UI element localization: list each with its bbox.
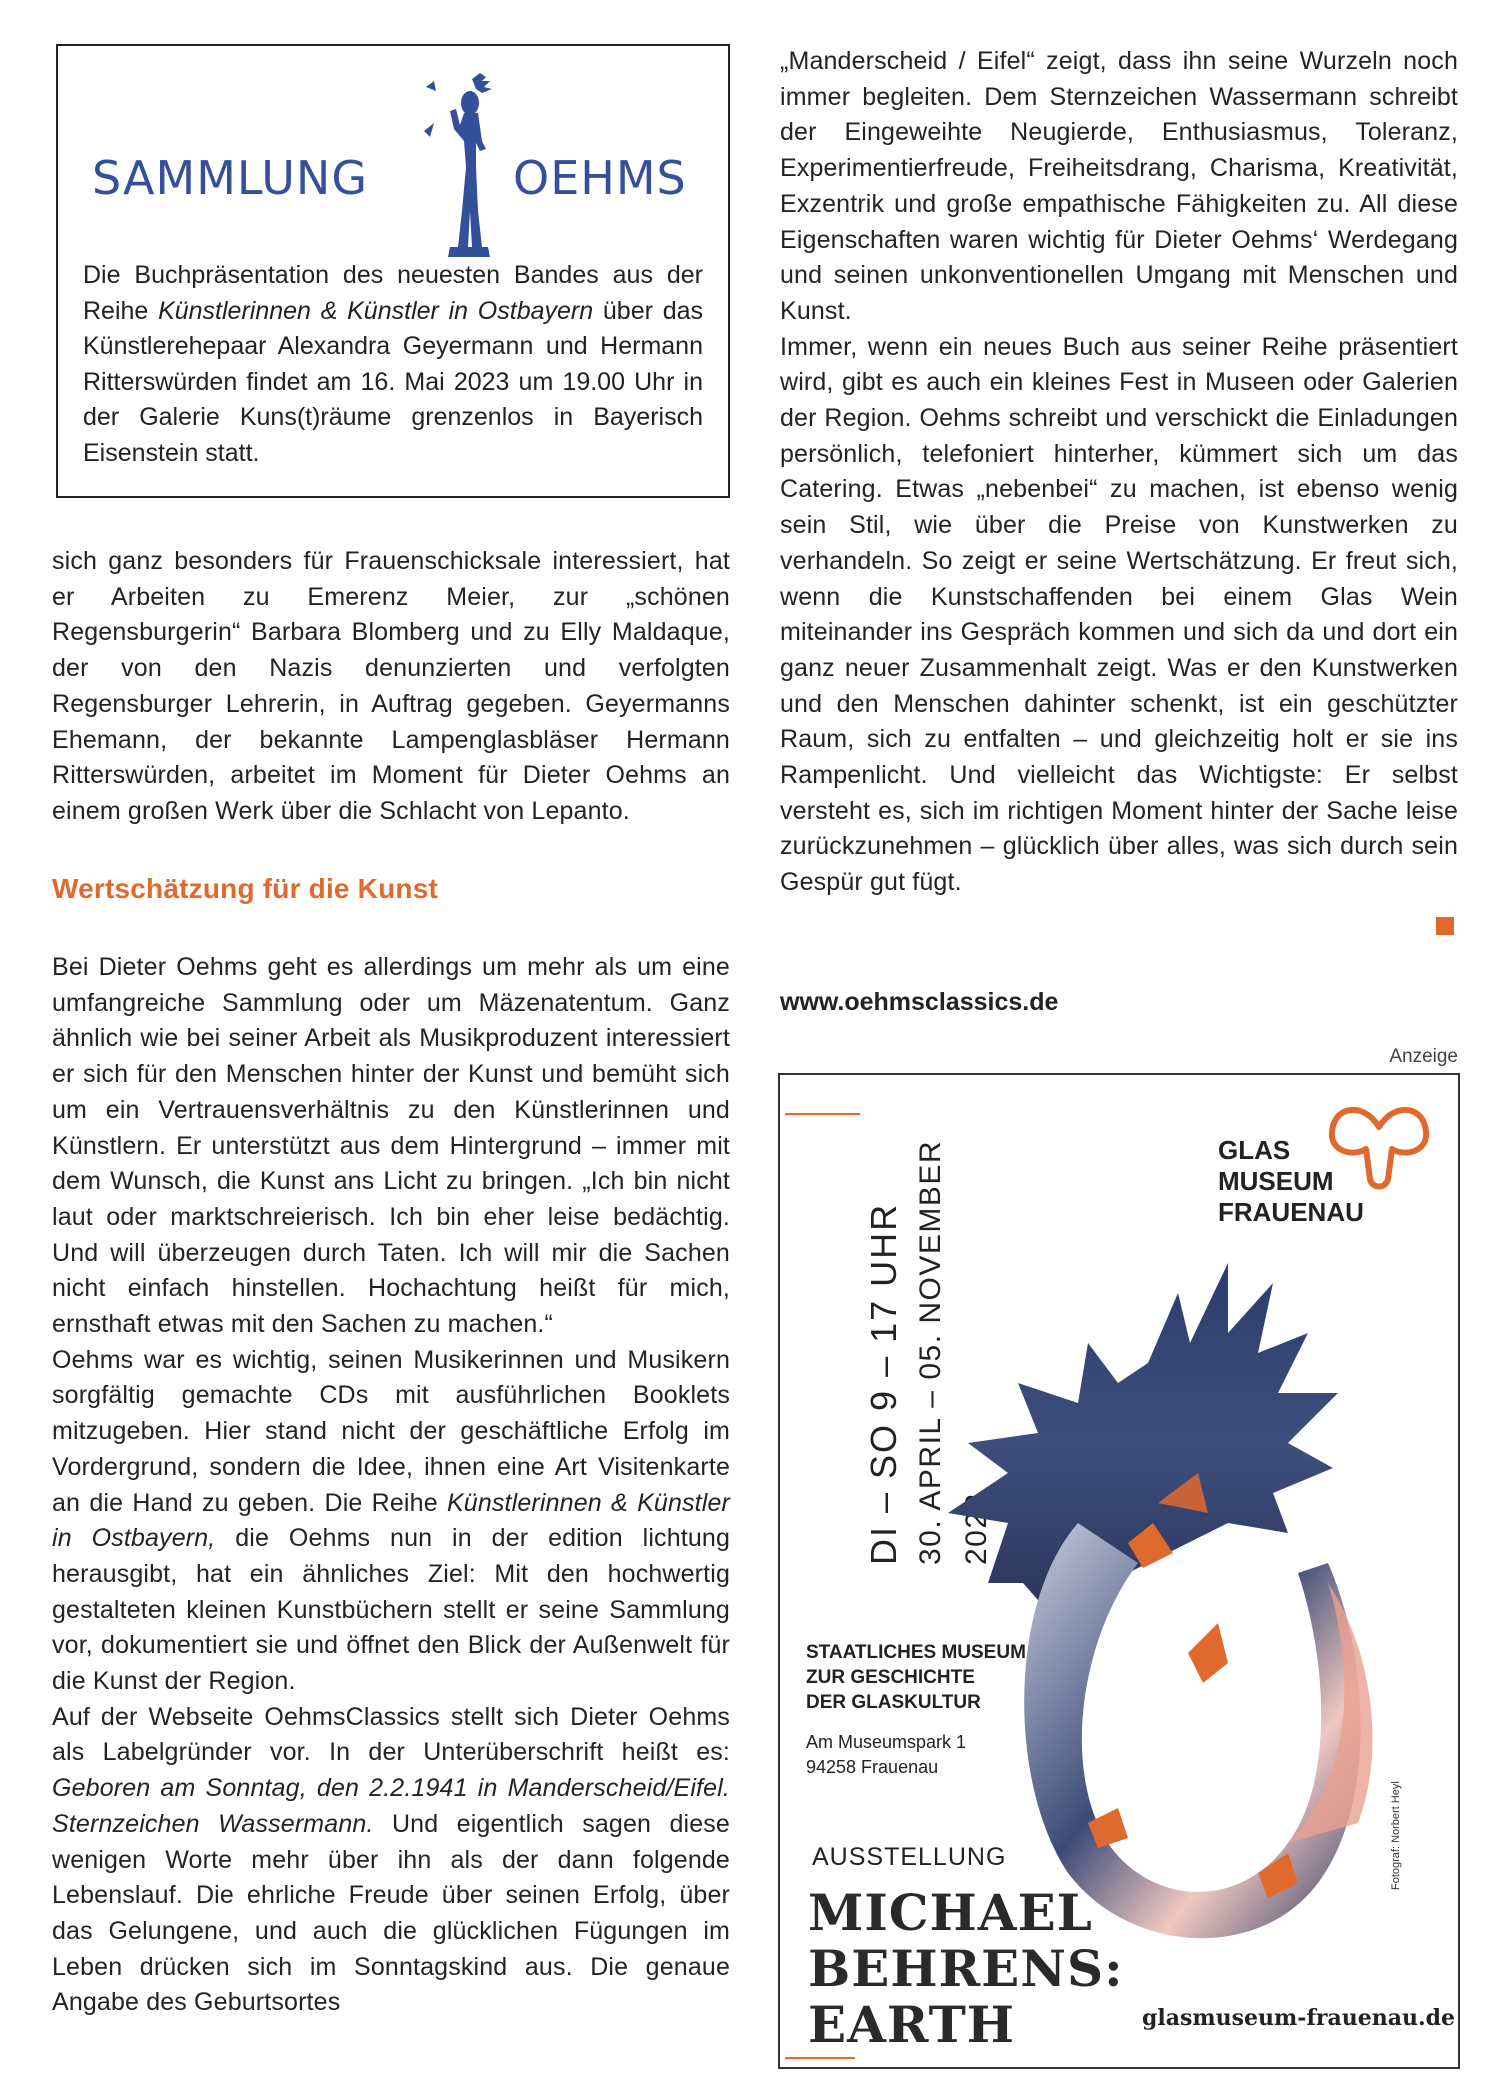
- book-presentation-text: [83, 258, 703, 471]
- glasmuseum-link[interactable]: glasmuseum-frauenau.de: [1142, 2005, 1456, 2031]
- museum-address: [806, 1730, 966, 1780]
- museum-line: STAATLICHES MUSEUM: [806, 1642, 1026, 1663]
- museum-logo-name: [1218, 1135, 1364, 1228]
- museum-line: DER GLASKULTUR: [806, 1692, 981, 1713]
- logo-word-oehms: OEHMS: [513, 151, 687, 205]
- text-segment: Oehms war es wichtig, seinen Musikerinnen und Musikern sorgfältig gemachte CDs mit ausführlichen Booklets mitzugeben. Hier stand nicht der geschäftliche Erfolg im Vordergrund, sondern die Idee, ihnen eine Art Visitenkarte an die Hand zu geben. Die Reihe: [52, 1345, 730, 1517]
- accent-rule: [785, 1113, 860, 1115]
- sammlung-oehms-logo: [58, 61, 728, 286]
- left-body-text: [52, 950, 730, 2021]
- text-segment: über das Künstlerehepaar Alexandra Geyermann und Hermann Ritterswürden findet am 16. Mai 2023 um 19.00 Uhr in der Galerie Kuns(t)räume grenzenlos in Bayerisch Eisenstein statt.: [83, 296, 704, 467]
- accent-rule: [785, 2057, 855, 2059]
- title-line: EARTH: [808, 1995, 1016, 2054]
- logo-word-sammlung: SAMMLUNG: [92, 151, 368, 205]
- logo-line: GLAS: [1218, 1135, 1291, 1165]
- series-title: Künstlerinnen & Künstler in Ostbayern,: [52, 1488, 730, 1553]
- series-title: Künstlerinnen & Künstler in Ostbayern: [158, 296, 594, 325]
- section-heading: Wertschätzung für die Kunst: [52, 873, 439, 904]
- article-end-marker: [1436, 917, 1454, 935]
- title-line: BEHRENS:: [808, 1939, 1124, 1998]
- oehmsclassics-link[interactable]: www.oehmsclassics.de: [780, 988, 1059, 1016]
- sammlung-oehms-box: [56, 44, 730, 498]
- text-segment: die Oehms nun in der edition lichtung herausgibt, hat ein ähnliches Ziel: Mit den hochwertig gestalteten kleinen Kunstbüchern stellt er seine Sammlung vor, dokumentiert sie und öffnet den Blick der Außenwelt für die Kunst der Region.: [52, 1524, 731, 1696]
- museum-line: ZUR GESCHICHTE: [806, 1667, 975, 1688]
- date-range: 30. APRIL – 05. NOVEMBER 2023: [914, 1139, 993, 1565]
- glasmuseum-advertisement: [778, 1073, 1460, 2069]
- text-segment: Auf der Webseite OehmsClassics stellt sich Dieter Oehms als Labelgründer vor. In der Unterüberschrift heißt es:: [52, 1702, 730, 1767]
- advertisement-label: Anzeige: [1389, 1046, 1458, 1067]
- address-line: 94258 Frauenau: [806, 1757, 939, 1777]
- figure-sculpture-icon: [420, 71, 500, 271]
- right-body-text: [780, 44, 1458, 901]
- subheading-quote: Geboren am Sonntag, den 2.2.1941 in Manderscheid/Eifel. Sternzeichen Wassermann.: [52, 1774, 730, 1838]
- museum-full-name: [806, 1640, 1026, 1715]
- paragraph: [52, 1343, 730, 1700]
- text-segment: Und eigentlich sagen diese wenigen Worte mehr über ihn als der dann folgende Lebenslauf. Die ehrliche Freude über seinen Erfolg, über das Gelungene, und auch die glücklichen Fügungen im Leben drücken sich im Sonntagskind aus. Die genaue Angabe des Geburtsortes: [52, 1809, 730, 2017]
- paragraph: Bei Dieter Oehms geht es allerdings um mehr als um eine umfangreiche Sammlung oder um Mäzenatentum. Ganz ähnlich wie bei seiner Arbeit als Musikproduzent interessiert er sich für den Menschen hinter der Kunst und bemüht sich um ein Vertrauensverhältnis zu den Künstlerinnen und Künstlern. Er unterstützt aus dem Hintergrund – immer mit dem Wunsch, die Kunst ans Licht zu bringen. „Ich bin nicht laut oder marktschreierisch. Ich bin eher leise bedächtig. Und will überzeugen durch Taten. Ich will mir die Sachen nicht einfach hinstellen. Hochachtung heißt für mich, ernsthaft etwas mit den Sachen zu machen.“: [52, 953, 730, 1339]
- title-line: MICHAEL: [808, 1883, 1093, 1942]
- opening-hours: DI – SO 9 – 17 UHR: [863, 1202, 904, 1565]
- photo-credit: Fotograf: Norbert Heyl: [1390, 1781, 1402, 1890]
- address-line: Am Museumspark 1: [806, 1732, 967, 1752]
- text-segment: Die Buchpräsentation des neuesten Bandes aus der Reihe: [83, 261, 703, 325]
- paragraph: [52, 1700, 730, 2021]
- paragraph: „Manderscheid / Eifel“ zeigt, dass ihn seine Wurzeln noch immer begleiten. Dem Sternzeichen Wassermann schreibt der Eingeweihte Neugierde, Enthusiasmus, Toleranz, Experimentierfreude, Freiheitsdrang, Charisma, Kreativität, Exzentrik und große empathische Fähigkeiten zu. All diese Eigenschaften waren wichtig für Dieter Oehms‘ Werdegang und seinen unkonventionellen Umgang mit Menschen und Kunst.: [780, 47, 1458, 325]
- logo-line: MUSEUM: [1218, 1166, 1334, 1196]
- paragraph: sich ganz besonders für Frauenschicksale interessiert, hat er Arbeiten zu Emerenz Meier, zur „schönen Regensburgerin“ Barbara Blomberg und zu Elly Maldaque, der von den Nazis denunzierten und verfolgten Regensburger Lehrerin, in Auftrag gegeben. Geyermanns Ehemann, der bekannte Lampenglasbläser Hermann Ritterswürden, arbeitet im Moment für Dieter Oehms an einem großen Werk über die Schlacht von Lepanto.: [52, 547, 730, 825]
- logo-line: FRAUENAU: [1218, 1197, 1364, 1227]
- exhibition-label: AUSSTELLUNG: [812, 1843, 1007, 1871]
- exhibition-title: [808, 1885, 1124, 2053]
- paragraph: Immer, wenn ein neues Buch aus seiner Reihe präsentiert wird, gibt es auch ein kleines Fest in Museen oder Galerien der Region. Oehms schreibt und verschickt die Einladungen persönlich, telefoniert hinterher, kümmert sich um das Catering. Etwas „nebenbei“ zu machen, ist ebenso wenig sein Stil, wie über die Preise von Kunstwerken zu verhandeln. So zeigt er seine Wertschätzung. Er freut sich, wenn die Kunstschaffenden bei einem Glas Wein miteinander ins Gespräch kommen und sich da und dort ein ganz neuer Zusammenhalt zeigt. Was er den Kunstwerken und den Menschen dahinter schenkt, ist ein geschützter Raum, sich zu entfalten – und gleichzeitig holt er sie ins Rampenlicht. Und vielleicht das Wichtigste: Er selbst versteht es, sich im richtigen Moment hinter der Sache leise zurückzunehmen – glücklich über alles, was sich durch sein Gespür gut fügt.: [780, 332, 1458, 897]
